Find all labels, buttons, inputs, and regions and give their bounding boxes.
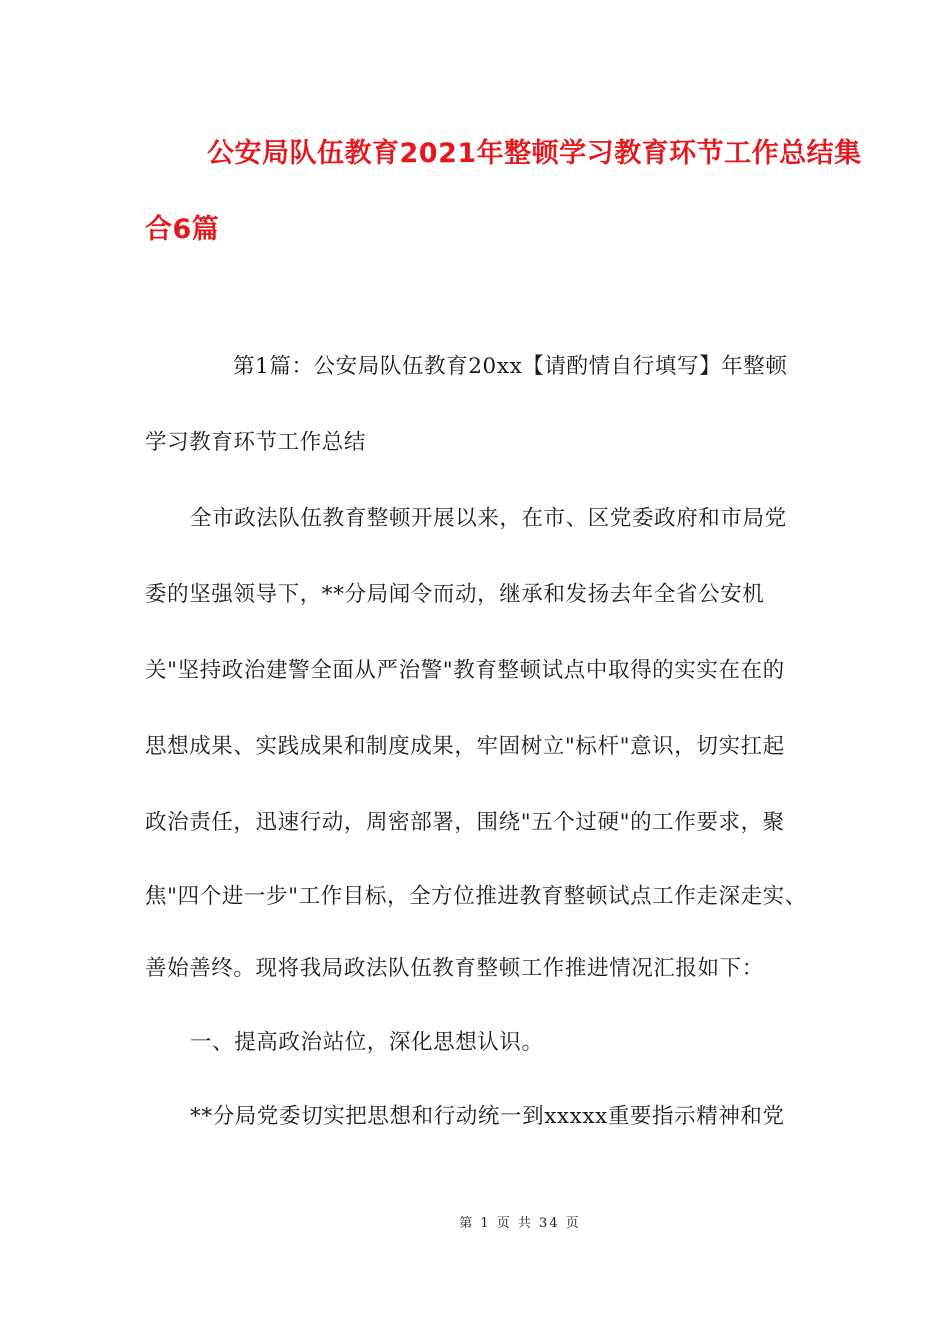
body-line-8: 焦"四个进一步"工作目标，全方位推进教育整顿试点工作走深走实、: [145, 884, 807, 909]
body-line-4: 委的坚强领导下，**分局闻令而动，继承和发扬去年全省公安机: [145, 582, 765, 607]
body-line-3: 全市政法队伍教育整顿开展以来，在市、区党委政府和市局党: [190, 506, 787, 531]
body-line-6: 思想成果、实践成果和制度成果，牢固树立"标杆"意识，切实扛起: [145, 734, 785, 759]
page-footer: 第 1 页 共 34 页: [459, 1216, 581, 1231]
body-line-5: 关"坚持政治建警全面从严治警"教育整顿试点中取得的实实在在的: [145, 658, 785, 683]
body-line-9: 善始善终。现将我局政法队伍教育整顿工作推进情况汇报如下：: [145, 956, 764, 981]
body-line-2: 学习教育环节工作总结: [145, 430, 367, 455]
body-line-7: 政治责任，迅速行动，周密部署，围绕"五个过硬"的工作要求，聚: [145, 810, 785, 835]
section-heading-1: 一、提高政治站位，深化思想认识。: [190, 1030, 544, 1055]
body-line-1: 第1篇：公安局队伍教育20xx【请酌情自行填写】年整顿: [233, 354, 788, 379]
document-title-line-2: 合6篇: [145, 214, 220, 245]
body-line-11: **分局党委切实把思想和行动统一到xxxxx重要指示精神和党: [190, 1104, 785, 1129]
document-title-line-1: 公安局队伍教育2021年整顿学习教育环节工作总结集: [207, 138, 862, 169]
